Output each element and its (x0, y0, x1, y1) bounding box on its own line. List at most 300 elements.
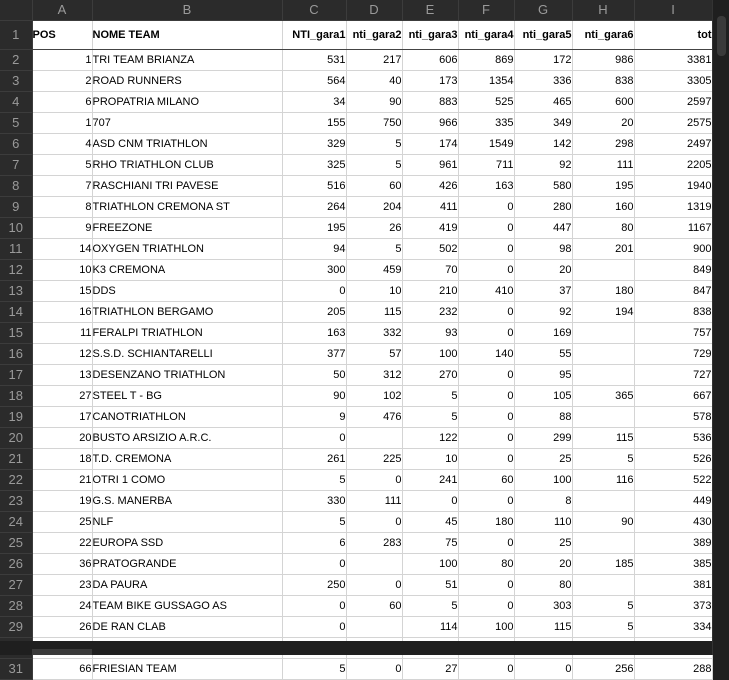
gara6-cell[interactable]: 194 (572, 301, 634, 322)
gara1-cell[interactable]: 564 (282, 70, 346, 91)
row-header[interactable]: 31 (0, 658, 32, 679)
gara3-cell[interactable]: 45 (402, 511, 458, 532)
total-cell[interactable]: 430 (634, 511, 712, 532)
gara3-cell[interactable]: 5 (402, 406, 458, 427)
gara2-cell[interactable]: 60 (346, 175, 402, 196)
total-cell[interactable]: 1319 (634, 196, 712, 217)
row-header[interactable]: 10 (0, 217, 32, 238)
gara6-cell[interactable]: 116 (572, 469, 634, 490)
total-cell[interactable]: 838 (634, 301, 712, 322)
team-name-cell[interactable]: ASD CNM TRIATHLON (92, 133, 282, 154)
team-name-cell[interactable]: ROAD RUNNERS (92, 70, 282, 91)
gara2-cell[interactable]: 5 (346, 238, 402, 259)
total-cell[interactable]: 526 (634, 448, 712, 469)
column-header-b[interactable]: B (92, 0, 282, 20)
row-header[interactable]: 19 (0, 406, 32, 427)
total-cell[interactable]: 2497 (634, 133, 712, 154)
total-cell[interactable]: 849 (634, 259, 712, 280)
gara6-cell[interactable]: 365 (572, 385, 634, 406)
gara4-cell[interactable]: 1549 (458, 133, 514, 154)
pos-cell[interactable]: 16 (32, 301, 92, 322)
header-cell-gara1[interactable]: NTI_gara1 (282, 20, 346, 49)
gara4-cell[interactable]: 335 (458, 112, 514, 133)
gara3-cell[interactable]: 606 (402, 49, 458, 70)
gara1-cell[interactable]: 6 (282, 532, 346, 553)
gara4-cell[interactable]: 0 (458, 385, 514, 406)
team-name-cell[interactable]: CANOTRIATHLON (92, 406, 282, 427)
gara3-cell[interactable]: 426 (402, 175, 458, 196)
pos-cell[interactable]: 36 (32, 553, 92, 574)
gara2-cell[interactable] (346, 553, 402, 574)
gara1-cell[interactable]: 330 (282, 490, 346, 511)
gara1-cell[interactable]: 264 (282, 196, 346, 217)
gara1-cell[interactable]: 0 (282, 595, 346, 616)
gara2-cell[interactable]: 57 (346, 343, 402, 364)
total-cell[interactable]: 389 (634, 532, 712, 553)
team-name-cell[interactable]: TEAM BIKE GUSSAGO AS (92, 595, 282, 616)
gara5-cell[interactable]: 95 (514, 364, 572, 385)
row-header[interactable]: 29 (0, 616, 32, 637)
gara4-cell[interactable]: 0 (458, 259, 514, 280)
total-cell[interactable]: 578 (634, 406, 712, 427)
gara3-cell[interactable]: 883 (402, 91, 458, 112)
gara6-cell[interactable] (572, 364, 634, 385)
row-header[interactable]: 25 (0, 532, 32, 553)
gara1-cell[interactable]: 250 (282, 574, 346, 595)
gara5-cell[interactable]: 25 (514, 532, 572, 553)
row-header[interactable]: 3 (0, 70, 32, 91)
pos-cell[interactable]: 4 (32, 133, 92, 154)
team-name-cell[interactable]: DA PAURA (92, 574, 282, 595)
pos-cell[interactable]: 9 (32, 217, 92, 238)
row-header[interactable]: 22 (0, 469, 32, 490)
gara5-cell[interactable]: 336 (514, 70, 572, 91)
gara6-cell[interactable] (572, 406, 634, 427)
total-cell[interactable]: 727 (634, 364, 712, 385)
gara6-cell[interactable] (572, 322, 634, 343)
gara1-cell[interactable]: 300 (282, 259, 346, 280)
gara3-cell[interactable]: 966 (402, 112, 458, 133)
vertical-scrollbar-thumb[interactable] (717, 16, 726, 56)
gara5-cell[interactable]: 20 (514, 553, 572, 574)
total-cell[interactable]: 847 (634, 280, 712, 301)
gara6-cell[interactable]: 600 (572, 91, 634, 112)
gara5-cell[interactable]: 105 (514, 385, 572, 406)
gara4-cell[interactable]: 0 (458, 490, 514, 511)
header-cell-gara5[interactable]: nti_gara5 (514, 20, 572, 49)
team-name-cell[interactable]: FRIESIAN TEAM (92, 658, 282, 679)
total-cell[interactable]: 288 (634, 658, 712, 679)
gara3-cell[interactable]: 0 (402, 490, 458, 511)
gara3-cell[interactable]: 5 (402, 595, 458, 616)
gara2-cell[interactable] (346, 427, 402, 448)
gara6-cell[interactable] (572, 259, 634, 280)
gara3-cell[interactable]: 961 (402, 154, 458, 175)
gara4-cell[interactable]: 0 (458, 406, 514, 427)
team-name-cell[interactable]: BUSTO ARSIZIO A.R.C. (92, 427, 282, 448)
row-header[interactable]: 17 (0, 364, 32, 385)
total-cell[interactable]: 2575 (634, 112, 712, 133)
row-header[interactable]: 28 (0, 595, 32, 616)
gara3-cell[interactable]: 100 (402, 343, 458, 364)
header-cell-total[interactable]: tot (634, 20, 712, 49)
gara4-cell[interactable]: 0 (458, 196, 514, 217)
header-cell-team-name[interactable]: NOME TEAM (92, 20, 282, 49)
team-name-cell[interactable]: S.S.D. SCHIANTARELLI (92, 343, 282, 364)
gara5-cell[interactable]: 20 (514, 259, 572, 280)
pos-cell[interactable]: 1 (32, 112, 92, 133)
team-name-cell[interactable]: K3 CREMONA (92, 259, 282, 280)
gara6-cell[interactable] (572, 490, 634, 511)
pos-cell[interactable]: 13 (32, 364, 92, 385)
row-header[interactable]: 8 (0, 175, 32, 196)
pos-cell[interactable]: 5 (32, 154, 92, 175)
gara4-cell[interactable]: 0 (458, 238, 514, 259)
vertical-scrollbar[interactable] (712, 0, 729, 655)
gara1-cell[interactable]: 0 (282, 616, 346, 637)
gara2-cell[interactable]: 5 (346, 154, 402, 175)
total-cell[interactable]: 3381 (634, 49, 712, 70)
gara5-cell[interactable]: 580 (514, 175, 572, 196)
gara5-cell[interactable]: 55 (514, 343, 572, 364)
gara6-cell[interactable]: 80 (572, 217, 634, 238)
gara6-cell[interactable]: 986 (572, 49, 634, 70)
total-cell[interactable]: 1940 (634, 175, 712, 196)
gara3-cell[interactable]: 5 (402, 385, 458, 406)
gara6-cell[interactable] (572, 532, 634, 553)
header-cell-gara3[interactable]: nti_gara3 (402, 20, 458, 49)
gara3-cell[interactable]: 419 (402, 217, 458, 238)
gara6-cell[interactable]: 298 (572, 133, 634, 154)
row-header[interactable]: 18 (0, 385, 32, 406)
gara1-cell[interactable]: 516 (282, 175, 346, 196)
gara4-cell[interactable]: 0 (458, 574, 514, 595)
column-header-i[interactable]: I (634, 0, 712, 20)
gara4-cell[interactable]: 1354 (458, 70, 514, 91)
gara2-cell[interactable]: 217 (346, 49, 402, 70)
pos-cell[interactable]: 23 (32, 574, 92, 595)
row-header[interactable]: 21 (0, 448, 32, 469)
gara1-cell[interactable]: 90 (282, 385, 346, 406)
team-name-cell[interactable]: RASCHIANI TRI PAVESE (92, 175, 282, 196)
gara6-cell[interactable]: 195 (572, 175, 634, 196)
gara2-cell[interactable]: 459 (346, 259, 402, 280)
gara5-cell[interactable]: 299 (514, 427, 572, 448)
gara6-cell[interactable]: 838 (572, 70, 634, 91)
gara2-cell[interactable]: 26 (346, 217, 402, 238)
gara1-cell[interactable]: 163 (282, 322, 346, 343)
gara5-cell[interactable]: 115 (514, 616, 572, 637)
team-name-cell[interactable]: T.D. CREMONA (92, 448, 282, 469)
gara2-cell[interactable]: 60 (346, 595, 402, 616)
gara4-cell[interactable]: 525 (458, 91, 514, 112)
gara3-cell[interactable]: 122 (402, 427, 458, 448)
row-header[interactable]: 14 (0, 301, 32, 322)
row-header[interactable]: 15 (0, 322, 32, 343)
gara5-cell[interactable]: 88 (514, 406, 572, 427)
total-cell[interactable]: 2205 (634, 154, 712, 175)
total-cell[interactable]: 449 (634, 490, 712, 511)
gara4-cell[interactable]: 0 (458, 364, 514, 385)
team-name-cell[interactable]: OTRI 1 COMO (92, 469, 282, 490)
pos-cell[interactable]: 10 (32, 259, 92, 280)
team-name-cell[interactable]: G.S. MANERBA (92, 490, 282, 511)
gara1-cell[interactable]: 377 (282, 343, 346, 364)
gara1-cell[interactable]: 34 (282, 91, 346, 112)
gara2-cell[interactable]: 332 (346, 322, 402, 343)
gara3-cell[interactable]: 70 (402, 259, 458, 280)
gara4-cell[interactable]: 180 (458, 511, 514, 532)
gara3-cell[interactable]: 270 (402, 364, 458, 385)
gara2-cell[interactable]: 40 (346, 70, 402, 91)
row-header[interactable]: 4 (0, 91, 32, 112)
gara5-cell[interactable]: 37 (514, 280, 572, 301)
row-header[interactable]: 23 (0, 490, 32, 511)
gara4-cell[interactable]: 0 (458, 532, 514, 553)
gara5-cell[interactable]: 98 (514, 238, 572, 259)
gara5-cell[interactable]: 80 (514, 574, 572, 595)
column-header-c[interactable]: C (282, 0, 346, 20)
gara4-cell[interactable]: 60 (458, 469, 514, 490)
pos-cell[interactable]: 17 (32, 406, 92, 427)
column-header-a[interactable]: A (32, 0, 92, 20)
gara2-cell[interactable]: 312 (346, 364, 402, 385)
column-header-d[interactable]: D (346, 0, 402, 20)
row-header[interactable]: 16 (0, 343, 32, 364)
horizontal-scrollbar[interactable] (0, 641, 712, 655)
gara2-cell[interactable]: 102 (346, 385, 402, 406)
total-cell[interactable]: 373 (634, 595, 712, 616)
gara5-cell[interactable]: 0 (514, 658, 572, 679)
team-name-cell[interactable]: TRIATHLON CREMONA ST (92, 196, 282, 217)
gara5-cell[interactable]: 169 (514, 322, 572, 343)
gara4-cell[interactable]: 0 (458, 448, 514, 469)
gara2-cell[interactable]: 204 (346, 196, 402, 217)
gara5-cell[interactable]: 92 (514, 301, 572, 322)
gara6-cell[interactable]: 5 (572, 595, 634, 616)
gara1-cell[interactable]: 531 (282, 49, 346, 70)
row-header[interactable]: 1 (0, 20, 32, 49)
team-name-cell[interactable]: TRIATHLON BERGAMO (92, 301, 282, 322)
gara1-cell[interactable]: 5 (282, 511, 346, 532)
total-cell[interactable]: 334 (634, 616, 712, 637)
gara3-cell[interactable]: 51 (402, 574, 458, 595)
row-header[interactable]: 7 (0, 154, 32, 175)
gara1-cell[interactable]: 9 (282, 406, 346, 427)
total-cell[interactable]: 1167 (634, 217, 712, 238)
gara4-cell[interactable]: 0 (458, 301, 514, 322)
gara2-cell[interactable]: 5 (346, 133, 402, 154)
gara1-cell[interactable]: 50 (282, 364, 346, 385)
team-name-cell[interactable]: NLF (92, 511, 282, 532)
gara5-cell[interactable]: 349 (514, 112, 572, 133)
gara3-cell[interactable]: 174 (402, 133, 458, 154)
gara6-cell[interactable]: 160 (572, 196, 634, 217)
pos-cell[interactable]: 24 (32, 595, 92, 616)
team-name-cell[interactable]: FREEZONE (92, 217, 282, 238)
pos-cell[interactable]: 2 (32, 70, 92, 91)
gara4-cell[interactable]: 410 (458, 280, 514, 301)
team-name-cell[interactable]: DESENZANO TRIATHLON (92, 364, 282, 385)
gara2-cell[interactable]: 10 (346, 280, 402, 301)
gara5-cell[interactable]: 172 (514, 49, 572, 70)
gara6-cell[interactable]: 115 (572, 427, 634, 448)
pos-cell[interactable]: 20 (32, 427, 92, 448)
total-cell[interactable]: 536 (634, 427, 712, 448)
pos-cell[interactable]: 11 (32, 322, 92, 343)
gara4-cell[interactable]: 163 (458, 175, 514, 196)
pos-cell[interactable]: 6 (32, 91, 92, 112)
gara5-cell[interactable]: 8 (514, 490, 572, 511)
gara5-cell[interactable]: 92 (514, 154, 572, 175)
gara2-cell[interactable]: 0 (346, 511, 402, 532)
pos-cell[interactable]: 19 (32, 490, 92, 511)
gara4-cell[interactable]: 0 (458, 427, 514, 448)
team-name-cell[interactable]: DDS (92, 280, 282, 301)
gara2-cell[interactable]: 0 (346, 574, 402, 595)
gara1-cell[interactable]: 195 (282, 217, 346, 238)
horizontal-scrollbar-thumb[interactable] (32, 649, 92, 655)
team-name-cell[interactable]: OXYGEN TRIATHLON (92, 238, 282, 259)
gara1-cell[interactable]: 261 (282, 448, 346, 469)
gara3-cell[interactable]: 27 (402, 658, 458, 679)
row-header[interactable]: 27 (0, 574, 32, 595)
gara1-cell[interactable]: 155 (282, 112, 346, 133)
gara1-cell[interactable]: 94 (282, 238, 346, 259)
gara1-cell[interactable]: 5 (282, 658, 346, 679)
column-header-g[interactable]: G (514, 0, 572, 20)
gara6-cell[interactable]: 180 (572, 280, 634, 301)
gara5-cell[interactable]: 465 (514, 91, 572, 112)
gara4-cell[interactable]: 0 (458, 217, 514, 238)
gara3-cell[interactable]: 241 (402, 469, 458, 490)
gara2-cell[interactable]: 90 (346, 91, 402, 112)
team-name-cell[interactable]: STEEL T - BG (92, 385, 282, 406)
team-name-cell[interactable]: DE RAN CLAB (92, 616, 282, 637)
gara6-cell[interactable]: 90 (572, 511, 634, 532)
gara4-cell[interactable]: 80 (458, 553, 514, 574)
gara1-cell[interactable]: 0 (282, 280, 346, 301)
pos-cell[interactable]: 1 (32, 49, 92, 70)
pos-cell[interactable]: 15 (32, 280, 92, 301)
gara6-cell[interactable]: 201 (572, 238, 634, 259)
total-cell[interactable]: 381 (634, 574, 712, 595)
pos-cell[interactable]: 66 (32, 658, 92, 679)
gara3-cell[interactable]: 100 (402, 553, 458, 574)
gara4-cell[interactable]: 0 (458, 322, 514, 343)
team-name-cell[interactable]: 707 (92, 112, 282, 133)
total-cell[interactable]: 667 (634, 385, 712, 406)
gara6-cell[interactable]: 111 (572, 154, 634, 175)
pos-cell[interactable]: 22 (32, 532, 92, 553)
total-cell[interactable]: 522 (634, 469, 712, 490)
total-cell[interactable]: 3305 (634, 70, 712, 91)
team-name-cell[interactable]: RHO TRIATHLON CLUB (92, 154, 282, 175)
pos-cell[interactable]: 26 (32, 616, 92, 637)
header-cell-pos[interactable]: POS (32, 20, 92, 49)
gara4-cell[interactable]: 0 (458, 595, 514, 616)
gara3-cell[interactable]: 173 (402, 70, 458, 91)
row-header[interactable]: 20 (0, 427, 32, 448)
gara4-cell[interactable]: 711 (458, 154, 514, 175)
pos-cell[interactable]: 8 (32, 196, 92, 217)
team-name-cell[interactable]: EUROPA SSD (92, 532, 282, 553)
row-header[interactable]: 2 (0, 49, 32, 70)
gara6-cell[interactable]: 256 (572, 658, 634, 679)
gara5-cell[interactable]: 100 (514, 469, 572, 490)
gara1-cell[interactable]: 205 (282, 301, 346, 322)
row-header[interactable]: 12 (0, 259, 32, 280)
header-cell-gara4[interactable]: nti_gara4 (458, 20, 514, 49)
total-cell[interactable]: 900 (634, 238, 712, 259)
row-header[interactable]: 5 (0, 112, 32, 133)
pos-cell[interactable]: 25 (32, 511, 92, 532)
gara4-cell[interactable]: 100 (458, 616, 514, 637)
total-cell[interactable]: 729 (634, 343, 712, 364)
gara3-cell[interactable]: 502 (402, 238, 458, 259)
gara2-cell[interactable]: 476 (346, 406, 402, 427)
gara2-cell[interactable]: 283 (346, 532, 402, 553)
gara5-cell[interactable]: 25 (514, 448, 572, 469)
gara2-cell[interactable] (346, 616, 402, 637)
gara5-cell[interactable]: 447 (514, 217, 572, 238)
pos-cell[interactable]: 18 (32, 448, 92, 469)
gara4-cell[interactable]: 0 (458, 658, 514, 679)
gara6-cell[interactable]: 185 (572, 553, 634, 574)
total-cell[interactable]: 757 (634, 322, 712, 343)
gara3-cell[interactable]: 232 (402, 301, 458, 322)
gara3-cell[interactable]: 93 (402, 322, 458, 343)
row-header[interactable]: 24 (0, 511, 32, 532)
gara6-cell[interactable] (572, 574, 634, 595)
gara2-cell[interactable]: 0 (346, 469, 402, 490)
column-header-h[interactable]: H (572, 0, 634, 20)
select-all-corner[interactable] (0, 0, 32, 20)
row-header[interactable]: 6 (0, 133, 32, 154)
row-header[interactable]: 13 (0, 280, 32, 301)
pos-cell[interactable]: 27 (32, 385, 92, 406)
gara5-cell[interactable]: 280 (514, 196, 572, 217)
team-name-cell[interactable]: PRATOGRANDE (92, 553, 282, 574)
gara2-cell[interactable]: 115 (346, 301, 402, 322)
gara4-cell[interactable]: 869 (458, 49, 514, 70)
gara2-cell[interactable]: 0 (346, 658, 402, 679)
gara2-cell[interactable]: 111 (346, 490, 402, 511)
row-header[interactable]: 11 (0, 238, 32, 259)
total-cell[interactable]: 385 (634, 553, 712, 574)
gara2-cell[interactable]: 225 (346, 448, 402, 469)
gara2-cell[interactable]: 750 (346, 112, 402, 133)
gara6-cell[interactable]: 5 (572, 616, 634, 637)
gara3-cell[interactable]: 10 (402, 448, 458, 469)
header-cell-gara2[interactable]: nti_gara2 (346, 20, 402, 49)
gara3-cell[interactable]: 114 (402, 616, 458, 637)
gara1-cell[interactable]: 329 (282, 133, 346, 154)
pos-cell[interactable]: 21 (32, 469, 92, 490)
team-name-cell[interactable]: PROPATRIA MILANO (92, 91, 282, 112)
gara3-cell[interactable]: 210 (402, 280, 458, 301)
gara6-cell[interactable]: 20 (572, 112, 634, 133)
gara5-cell[interactable]: 303 (514, 595, 572, 616)
gara3-cell[interactable]: 411 (402, 196, 458, 217)
gara1-cell[interactable]: 0 (282, 553, 346, 574)
pos-cell[interactable]: 14 (32, 238, 92, 259)
gara6-cell[interactable] (572, 343, 634, 364)
gara1-cell[interactable]: 325 (282, 154, 346, 175)
row-header[interactable]: 9 (0, 196, 32, 217)
team-name-cell[interactable]: FERALPI TRIATHLON (92, 322, 282, 343)
gara5-cell[interactable]: 110 (514, 511, 572, 532)
